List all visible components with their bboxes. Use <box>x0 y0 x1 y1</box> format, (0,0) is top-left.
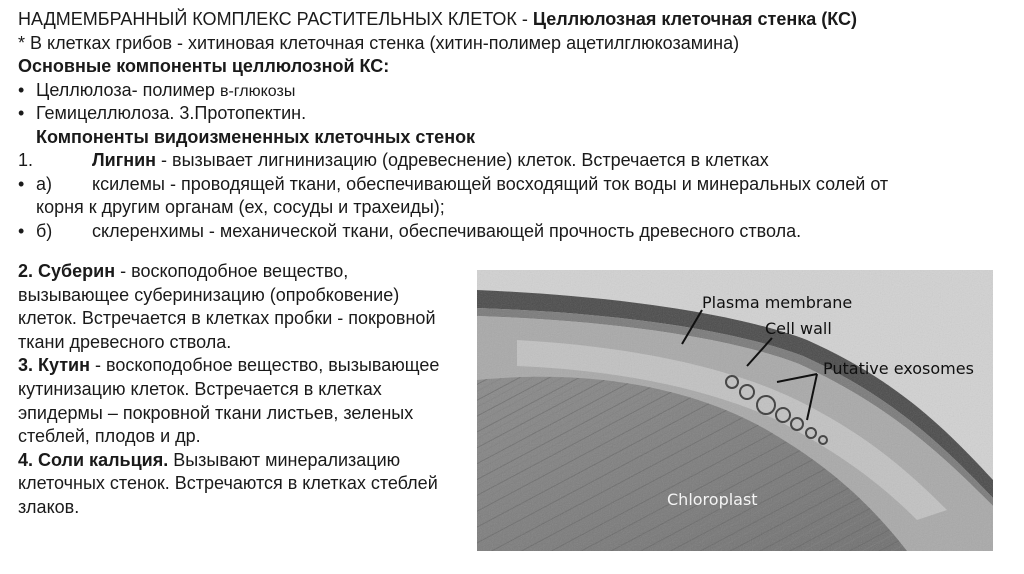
calcium-text: Вызывают минерализацию клеточных стенок. Встречаются в клетках стеблей злаков. <box>18 449 438 517</box>
fungi-note: * В клетках грибов - хитиновая клеточная стенка (хитин-полимер ацетилглюкозамина) <box>18 32 740 53</box>
bullet: • <box>18 103 25 123</box>
label-putative-exosomes: Putative exosomes <box>823 359 974 378</box>
modified-walls-heading: Компоненты видоизмененных клеточных стенок <box>36 126 476 147</box>
micrograph-image <box>477 270 993 551</box>
list-item-cellulose <box>18 79 1018 103</box>
item-b-text: склеренхимы - механической ткани, обеспечивающей прочность древесного ствола. <box>92 220 802 241</box>
cutin-text: - воскоподобное вещество, вызывающее кутинизацию клеток. Встречается в клетках эпидермы – покровной ткани листьев, зеленых стеблей, плодов и др. <box>18 355 440 447</box>
electron-micrograph <box>477 270 993 551</box>
list-item-hemicellulose <box>18 102 1018 126</box>
title-bold-text: Целлюлозная клеточная стенка (КС) <box>532 9 857 29</box>
lignin-item <box>18 149 1018 173</box>
calcium-name: 4. Соли кальция. <box>18 449 169 470</box>
top-text-block <box>18 8 1018 243</box>
slide-title <box>18 8 1018 32</box>
title-text: НАДМЕМБРАННЫЙ КОМПЛЕКС РАСТИТЕЛЬНЫХ КЛЕТОК - <box>18 9 533 29</box>
item-a-text: ксилемы - проводящей ткани, обеспечивающей восходящий ток воды и минеральных солей от <box>92 173 889 194</box>
suberin-paragraph <box>18 260 458 354</box>
lignin-item-b <box>18 220 1018 244</box>
lignin-item-a <box>18 173 1018 197</box>
bullet: • <box>18 79 25 100</box>
cutin-name: 3. Кутин <box>18 355 90 376</box>
suberin-text: - воскоподобное вещество, вызывающее суберинизацию (опробковение) клеток. Встречается в клетках пробки - покровной ткани древесного ствола. <box>18 261 436 352</box>
hemicellulose-text: Гемицеллюлоза. 3.Протопектин. <box>36 103 307 123</box>
label-chloroplast: Chloroplast <box>667 490 758 509</box>
label-plasma-membrane: Plasma membrane <box>702 293 853 312</box>
lignin-number: 1. <box>18 150 34 170</box>
bullet: • <box>18 173 25 194</box>
left-text-column <box>18 260 458 520</box>
item-b-label: б) <box>36 220 53 241</box>
calcium-paragraph <box>18 449 458 520</box>
bullet: • <box>18 220 25 241</box>
cellulose-glucose-text: в-глюкозы <box>219 82 296 100</box>
item-a-label: а) <box>36 173 53 194</box>
label-cell-wall: Cell wall <box>765 319 832 338</box>
lignin-description: - вызывает лигнинизацию (одревеснение) клеток. Встречается в клетках <box>156 150 769 170</box>
cellulose-text: Целлюлоза- полимер <box>36 79 220 100</box>
lignin-item-a-continued: корня к другим органам (ех, сосуды и трахеиды); <box>36 197 445 217</box>
lignin-name: Лигнин <box>92 150 157 170</box>
components-heading: Основные компоненты целлюлозной КС: <box>18 56 390 76</box>
cutin-paragraph <box>18 354 458 448</box>
suberin-name: 2. Суберин <box>18 261 116 281</box>
